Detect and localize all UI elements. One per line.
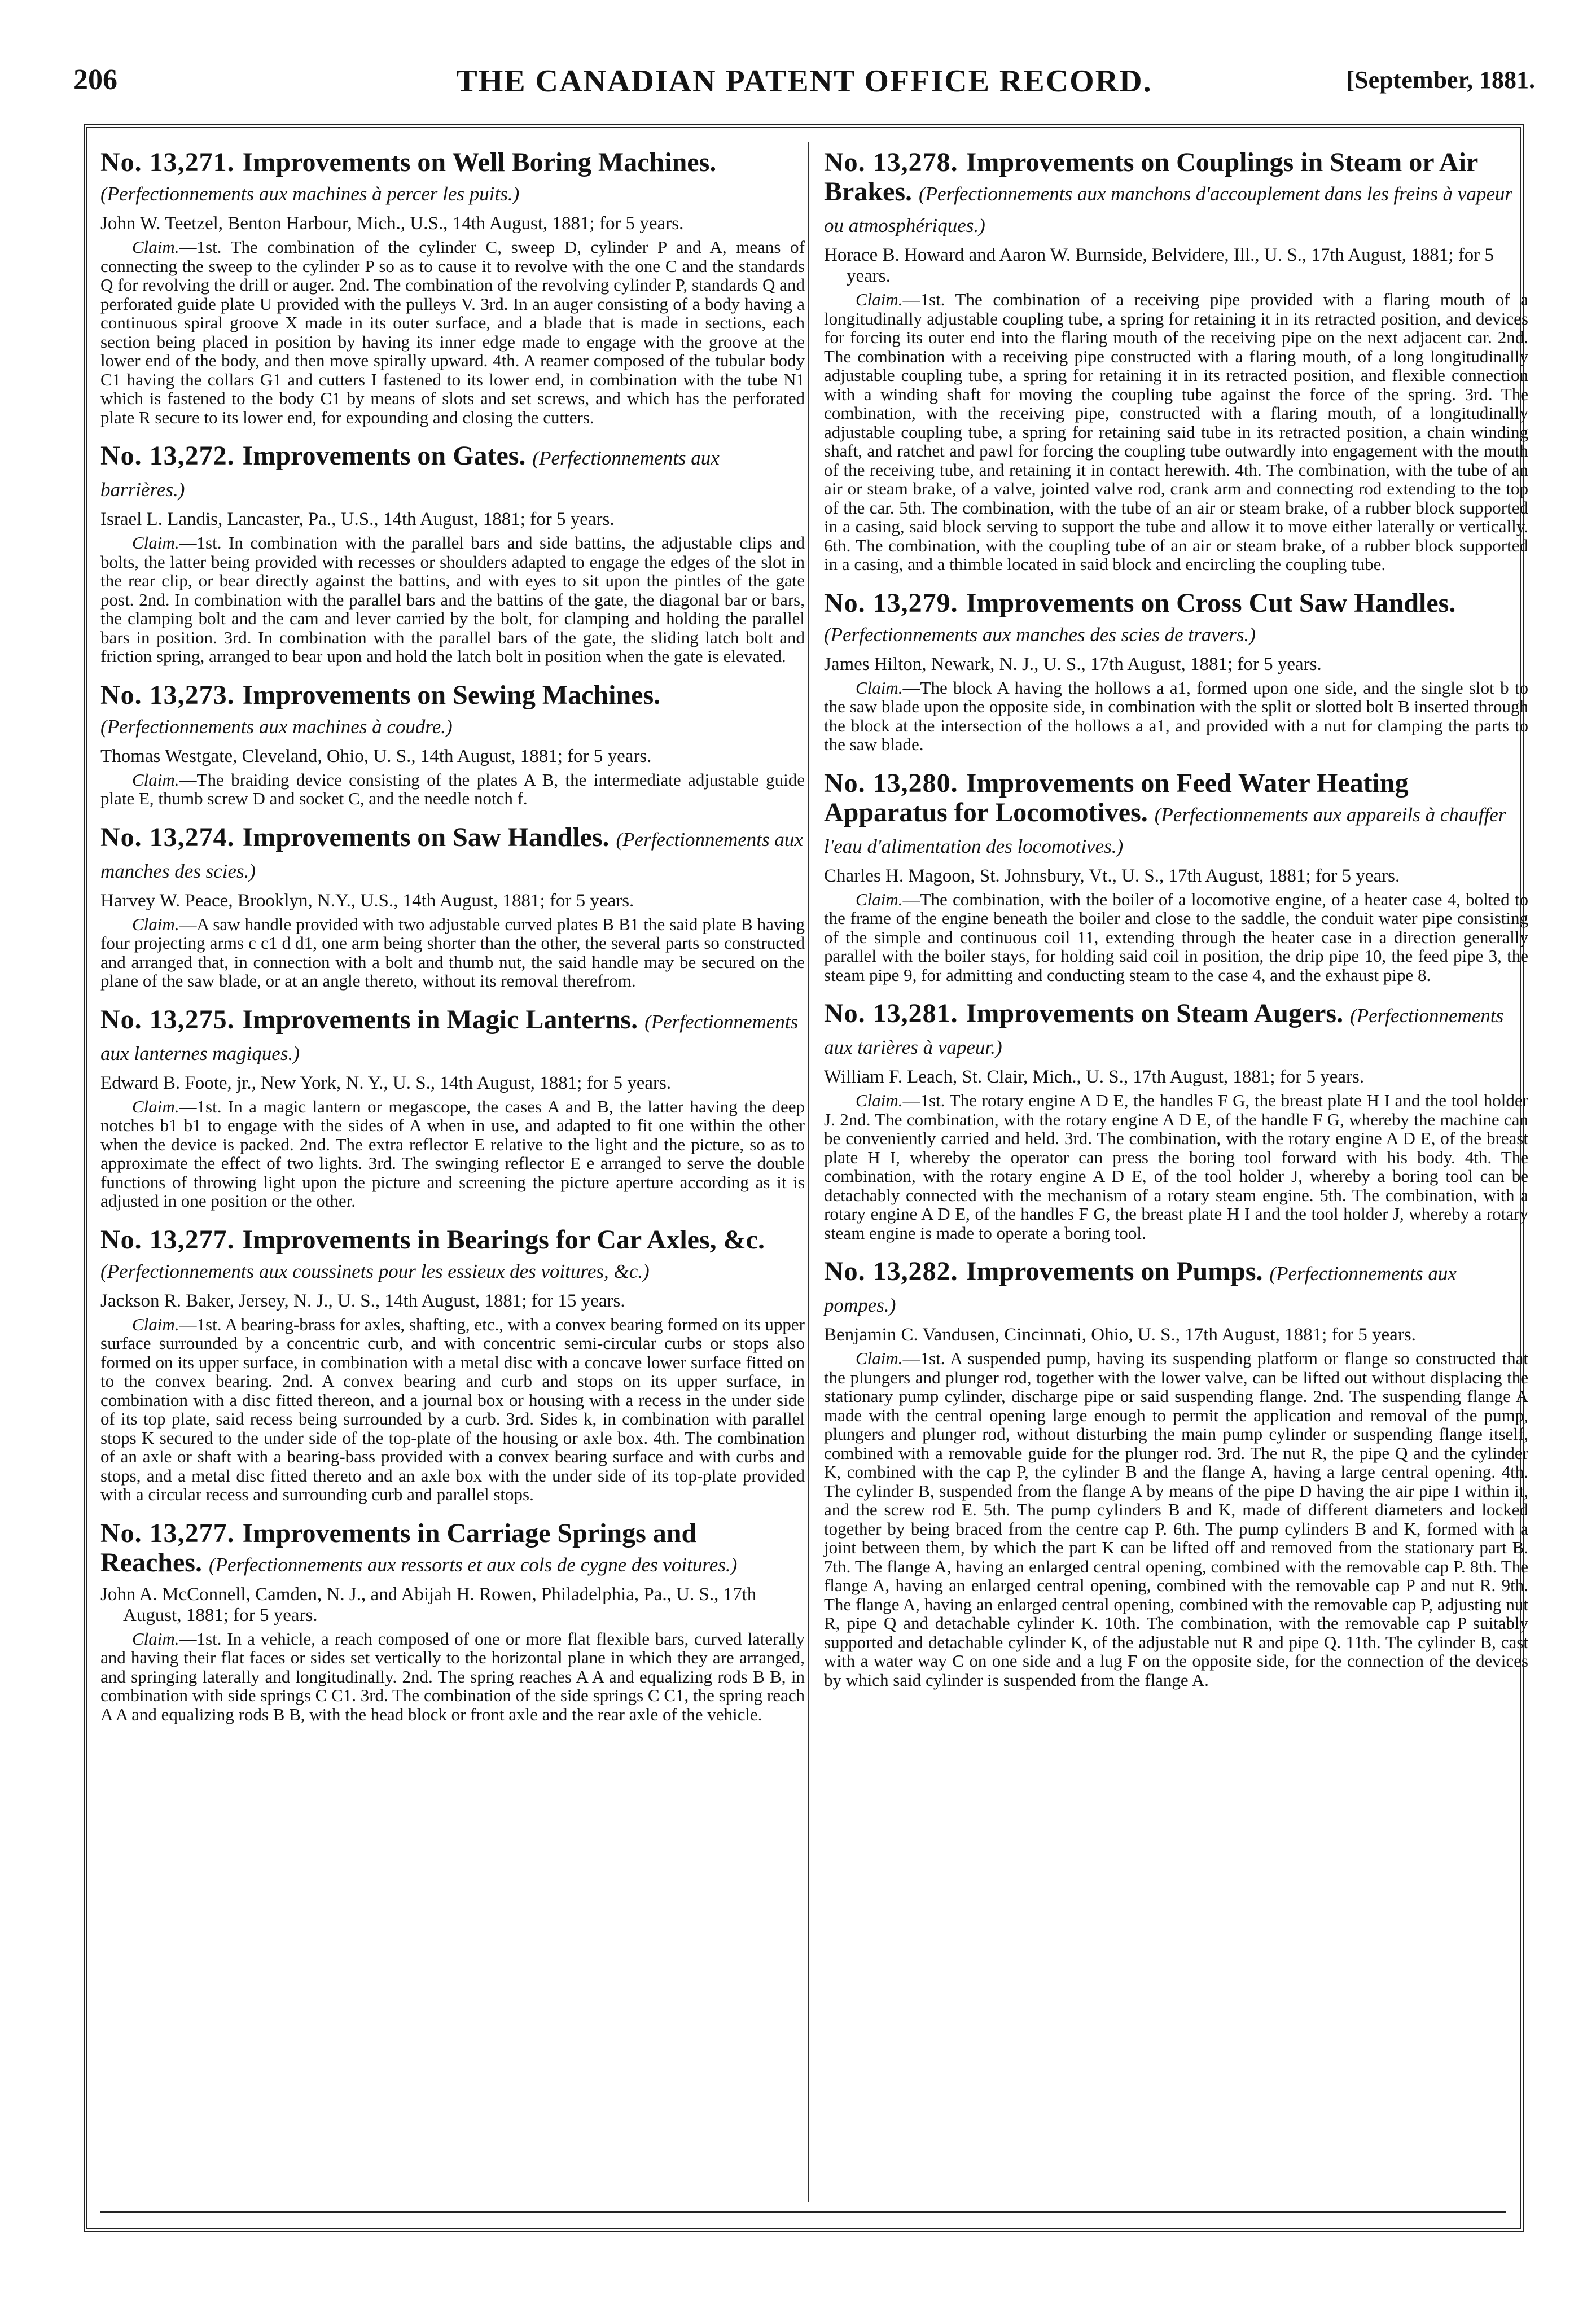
left-column <box>100 148 805 1738</box>
entry-heading <box>100 1519 805 1580</box>
patent-title: Improvements on Steam Augers. <box>966 998 1344 1028</box>
page-header <box>73 63 1535 108</box>
patent-number: No. 13,274. <box>100 822 235 852</box>
claim-text: Claim.—1st. In a vehicle, a reach composed of one or more flat flexible bars, curved laterally and having their flat faces or sides set vertically to the horizontal plane in which they are arranged, and springing laterally and longitudinally. 2nd. The spring reaches A A and equalizing rods B B, in combination with side springs C C1. 3rd. The combination of the side springs C C1, the spring reach A A and equalizing rods B B, with the head block or front axle and the rear axle of the vehicle. <box>100 1628 805 1724</box>
patent-entry <box>100 1519 805 1724</box>
grantee-line: James Hilton, Newark, N. J., U. S., 17th August, 1881; for 5 years. <box>824 654 1322 674</box>
french-title: (Perfectionnements aux lanternes magiques.) <box>100 1010 799 1064</box>
grantee-line: Israel L. Landis, Lancaster, Pa., U.S., 14th August, 1881; for 5 years. <box>100 509 615 529</box>
grantee-line: John W. Teetzel, Benton Harbour, Mich., U.S., 14th August, 1881; for 5 years. <box>100 213 684 234</box>
entry-heading <box>100 681 805 742</box>
journal-title: THE CANADIAN PATENT OFFICE RECORD. <box>456 64 1152 99</box>
entry-heading <box>824 999 1528 1062</box>
french-title: (Perfectionnements aux machines à coudre.) <box>100 715 453 738</box>
grantee-line: Thomas Westgate, Cleveland, Ohio, U. S., 14th August, 1881; for 5 years. <box>100 746 652 766</box>
claim-label: Claim. <box>132 533 179 553</box>
claim-label: Claim. <box>856 290 903 309</box>
patent-number: No. 13,279. <box>824 588 958 618</box>
patent-title: Improvements on Saw Handles. <box>242 822 610 852</box>
claim-label: Claim. <box>856 1348 903 1368</box>
patent-title: Improvements on Cross Cut Saw Handles. <box>966 588 1456 618</box>
claim-text: Claim.—1st. A bearing-brass for axles, shafting, etc., with a convex bearing formed on its upper surface surrounded by a concentric curb, and with concentric semi-circular curbs or stops also formed on its upper surface, in combination with a metal disc with a concave lower surface fitted on to the convex bearing. 2nd. A convex bearing and curb and stops on its upper surface, in combination with a disc fitted thereon, and a journal box or housing with a recess in the under side of its top plate, said recess being surrounded by a curb. 3rd. Sides k, in combination with parallel stops K secured to the under side of the top-plate of the housing or axle box. 4th. The combination of an axle or shaft with a bearing-bass provided with a convex bearing surface and with curbs and stops, and a metal disc fitted thereto and an axle box with the under side of its top-plate provided with a circular recess and surrounding curb and parallel stops. <box>100 1314 805 1504</box>
grantee-line: Horace B. Howard and Aaron W. Burnside, Belvidere, Ill., U. S., 17th August, 1881; for 5 years. <box>824 245 1494 286</box>
entry-heading <box>824 769 1528 861</box>
patent-number: No. 13,277. <box>100 1518 235 1548</box>
patent-entry <box>100 1005 805 1211</box>
patent-title: Improvements in Carriage Springs and Reaches. <box>100 1518 697 1578</box>
claim-text: Claim.—The braiding device consisting of the plates A B, the intermediate adjustable guide plate E, thumb screw D and socket C, and the needle notch f. <box>100 769 805 808</box>
claim-label: Claim. <box>856 889 903 909</box>
french-title: (Perfectionnements aux pompes.) <box>824 1263 1457 1316</box>
grantee-line: Benjamin C. Vandusen, Cincinnati, Ohio, U. S., 17th August, 1881; for 5 years. <box>824 1325 1416 1345</box>
patent-number: No. 13,281. <box>824 998 958 1028</box>
grantee-line: William F. Leach, St. Clair, Mich., U. S., 17th August, 1881; for 5 years. <box>824 1067 1365 1087</box>
claim-label: Claim. <box>132 769 179 790</box>
claim-text: Claim.—1st. In combination with the parallel bars and side battins, the adjustable clips and bolts, the latter being provided with recesses or shoulders adapted to engage the edges of the slot in the rear clip, or bear directly against the battins, and with eyes to sit upon the pintles of the gate post. 2nd. In combination with the parallel bars and the battins of the gate, the diagonal bar or bars, the clamping bolt and the cam and lever carried by the bolt, for clamping and holding the parallel bars in position. 3rd. In combination with the parallel bars of the gate, the sliding latch bolt and friction spring, arranged to bear upon and hold the latch bolt in position when the gate is elevated. <box>100 533 805 666</box>
patent-entry <box>100 681 805 808</box>
patent-number: No. 13,277. <box>100 1224 235 1255</box>
patent-number: No. 13,275. <box>100 1004 235 1035</box>
patent-number: No. 13,282. <box>824 1256 958 1286</box>
claim-label: Claim. <box>132 1314 179 1334</box>
issue-date: [September, 1881. <box>1346 66 1535 94</box>
patent-title: Improvements on Couplings in Steam or Air Brakes. <box>824 147 1478 207</box>
claim-text: Claim.—1st. The combination of the cylinder C, sweep D, cylinder P and A, means of connecting the sweep to the cylinder P so as to cause it to revolve with the one C and the standards Q for revolving the drill or auger. 2nd. The combination of the revolving cylinder P, standards Q and perforated guide plate U provided with the pulleys V. 3rd. In an auger consisting of a body having a continuous spiral groove X made in its outer surface, and a blade that is made in sections, each section being placed in position by having its inner edge made to engage with the groove at the lower end of the body, and then move spirally upward. 4th. A reamer composed of the tubular body C1 having the collars G1 and cutters I fastened to its lower end, in combination with the tube N1 which is fastened to the body C1 by means of slots and set screws, and which has the perforated plate R secure to its lower end, for expounding and closing the cutters. <box>100 237 805 427</box>
claim-text: Claim.—1st. In a magic lantern or megascope, the cases A and B, the latter having the deep notches b1 b1 to engage with the sides of A when in use, and adapted to fit one within the other when the device is packed. 2nd. The extra reflector E relative to the light and the picture, so as to approximate the effect of two lights. 3rd. The swinging reflector E e arranged to serve the double functions of throwing light upon the picture and screening the picture aperture according as it is adjusted in one position or the other. <box>100 1096 805 1211</box>
right-column <box>824 148 1528 1704</box>
page-number: 206 <box>73 64 117 96</box>
patent-entry <box>824 769 1528 985</box>
column-divider <box>808 142 809 2202</box>
patent-number: No. 13,280. <box>824 768 958 798</box>
claim-label: Claim. <box>132 237 179 257</box>
patent-title: Improvements on Well Boring Machines. <box>242 147 717 177</box>
claim-label: Claim. <box>132 1096 179 1116</box>
patent-number: No. 13,273. <box>100 680 235 710</box>
grantee-line: Charles H. Magoon, St. Johnsbury, Vt., U. S., 17th August, 1881; for 5 years. <box>824 865 1400 886</box>
entry-heading <box>824 148 1528 240</box>
patent-number: No. 13,272. <box>100 441 235 471</box>
entry-heading <box>824 589 1528 650</box>
patent-entry <box>100 1225 805 1504</box>
claim-label: Claim. <box>856 1090 903 1110</box>
patent-number: No. 13,278. <box>824 147 958 177</box>
grantee-line: Edward B. Foote, jr., New York, N. Y., U. S., 14th August, 1881; for 5 years. <box>100 1072 672 1093</box>
french-title: (Perfectionnements aux manchons d'accouplement dans les freins à vapeur ou atmosphériques.) <box>824 183 1513 236</box>
patent-entry <box>100 148 805 427</box>
grantee-line: John A. McConnell, Camden, N. J., and Abijah H. Rowen, Philadelphia, Pa., U. S., 17th August, 1881; for 5 years. <box>100 1584 757 1626</box>
entry-heading <box>100 441 805 505</box>
claim-text: Claim.—1st. The combination of a receiving pipe provided with a flaring mouth of a longitudinally adjustable coupling tube, a spring for retaining it in its retracted position, and devices for forcing its outer end into the flaring mouth of the receiving pipe on the next adjacent car. 2nd. The combination with a receiving pipe constructed with a flaring mouth, of a long longitudinally adjustable coupling tube, a spring for retaining it in its retracted position, and flexible connection with a winding shaft for moving the coupling tube against the force of the spring. 3rd. The combination, with the receiving pipe, constructed with a flaring mouth, of a longitudinally adjustable coupling tube, a spring for retaining said tube in its retracted position, a chain winding shaft, and ratchet and pawl for forcing the coupling tube outwardly into engagement with the mouth of the receiving tube, and retaining it in contact herewith. 4th. The combination, with the tube of an air or steam brake, of a valve, jointed valve rod, crank arm and connecting rod extending to the top of the car. 5th. The combination, with the tube of an air or steam brake, of a rubber block supported in a casing, said block serving to support the tube and allow it to move either laterally or vertically. 6th. The combination, with the coupling tube of an air or steam brake, of a rubber block supported in a casing, and a thimble located in said block and encircling the coupling tube. <box>824 290 1528 574</box>
grantee-line: Jackson R. Baker, Jersey, N. J., U. S., 14th August, 1881; for 15 years. <box>100 1290 625 1311</box>
entry-heading <box>824 1257 1528 1320</box>
entry-heading <box>100 1225 805 1286</box>
french-title: (Perfectionnements aux manches des scies.) <box>100 828 803 882</box>
claim-text: Claim.—A saw handle provided with two adjustable curved plates B B1 the said plate B having four projecting arms c c1 d d1, one arm being shorter than the other, the several parts so constructed and arranged that, in connection with a bolt and thumb nut, the said handle may be secured on the plane of the saw blade, or at an angle thereto, without its removal therefrom. <box>100 914 805 991</box>
patent-title: Improvements on Pumps. <box>966 1256 1263 1286</box>
patent-title: Improvements in Magic Lanterns. <box>242 1004 638 1035</box>
patent-entry <box>824 1257 1528 1689</box>
patent-entry <box>824 999 1528 1242</box>
patent-title: Improvements on Gates. <box>242 441 526 471</box>
claim-text: Claim.—1st. A suspended pump, having its suspending platform or flange so constructed that the plungers and plunger rod, together with the lower valve, can be lifted out without displacing the stationary pump cylinder, discharge pipe or said suspending flange. 2nd. The suspending flange A made with the central opening large enough to permit the application and removal of the pump, plungers and plunger rod, without disturbing the main pump cylinder or suspending flange itself, combined with a removable guide for the plunger rod. 3rd. The nut R, the pipe Q and the cylinder K, combined with the cap P, the cylinder B and the flange A, having a large central opening. 4th. The cylinder B, suspended from the flange A by means of the pipe D having the air pipe I within it, and the screw rod E. 5th. The pump cylinders B and K, made of different diameters and locked together by being braced from the centre cap P. 6th. The pump cylinders B and K, formed with a joint between them, by which the part K can be lifted off and removed from the stationary part B. 7th. The flange A, having an enlarged central opening, combined with the removable cap P. 8th. The flange A, having an enlarged central opening, combined with the removable cap P and nut R. 9th. The flange A, having an enlarged central opening, combined with the removable cap P, adjusting nut R, pipe Q and detachable cylinder K. 10th. The combination, with the removable cap P suitably supported and detachable cylinder K, of the adjustable nut R and pipe Q. 11th. The cylinder B, cast with a water way C on one side and a lug F on the opposite side, for the connection of the devices by which said cylinder is suspended from the flange A. <box>824 1348 1528 1690</box>
patent-entry <box>824 148 1528 574</box>
entry-heading <box>100 823 805 886</box>
bottom-rule <box>100 2211 1506 2213</box>
french-title: (Perfectionnements aux manches des scies de travers.) <box>824 623 1256 646</box>
french-title: (Perfectionnements aux machines à percer les puits.) <box>100 183 520 205</box>
entry-heading <box>100 148 805 209</box>
patent-title: Improvements in Bearings for Car Axles, &c. <box>242 1224 765 1255</box>
patent-entry <box>100 441 805 666</box>
claim-text: Claim.—The combination, with the boiler of a locomotive engine, of a heater case 4, bolted to the frame of the engine beneath the boiler and close to the saddle, the conduit water pipe consisting of the simple and continuous coil 11, extending through the heater case in a direction generally parallel with the boiler stays, for holding said coil in position, the drip pipe 10, the feed pipe 3, the steam pipe 9, for admitting and conducting steam to the case 4, and the exhaust pipe 8. <box>824 889 1528 985</box>
entry-heading <box>100 1005 805 1068</box>
french-title: (Perfectionnements aux appareils à chauffer l'eau d'alimentation des locomotives.) <box>824 803 1506 857</box>
claim-text: Claim.—1st. The rotary engine A D E, the handles F G, the breast plate H I and the tool holder J. 2nd. The combination, with the rotary engine A D E, of the handle F G, whereby the machine can be conveniently carried and held. 3rd. The combination, with the rotary engine A D E, of the breast plate H I, whereby the operator can press the boring tool forward with his body. 4th. The combination, with the rotary engine A D E, of the tool holder J, whereby a boring tool can be detachably connected with the mechanism of a rotary steam engine. 5th. The combination, with a rotary engine A D E, of the handles F G, the breast plate H I and the tool holder J, whereby a rotary steam engine is made to operate a boring tool. <box>824 1090 1528 1243</box>
grantee-line: Harvey W. Peace, Brooklyn, N.Y., U.S., 14th August, 1881; for 5 years. <box>100 890 634 911</box>
french-title: (Perfectionnements aux coussinets pour les essieux des voitures, &c.) <box>100 1260 650 1282</box>
french-title: (Perfectionnements aux tarières à vapeur.) <box>824 1005 1504 1058</box>
claim-text: Claim.—The block A having the hollows a a1, formed upon one side, and the single slot b to the saw blade upon the opposite side, in combination with the split or slotted bolt B inserted through the block at the intersection of the hollows a a1, and provided with a nut for clamping the parts to the saw blade. <box>824 677 1528 754</box>
french-title: (Perfectionnements aux ressorts et aux cols de cygne des voitures.) <box>208 1553 738 1576</box>
patent-entry <box>100 823 805 991</box>
claim-label: Claim. <box>856 677 903 698</box>
patent-title: Improvements on Sewing Machines. <box>242 680 661 710</box>
patent-title: Improvements on Feed Water Heating Apparatus for Locomotives. <box>824 768 1409 827</box>
claim-label: Claim. <box>132 914 179 934</box>
french-title: (Perfectionnements aux barrières.) <box>100 447 720 501</box>
patent-entry <box>824 589 1528 754</box>
patent-number: No. 13,271. <box>100 147 235 177</box>
claim-label: Claim. <box>132 1628 179 1649</box>
